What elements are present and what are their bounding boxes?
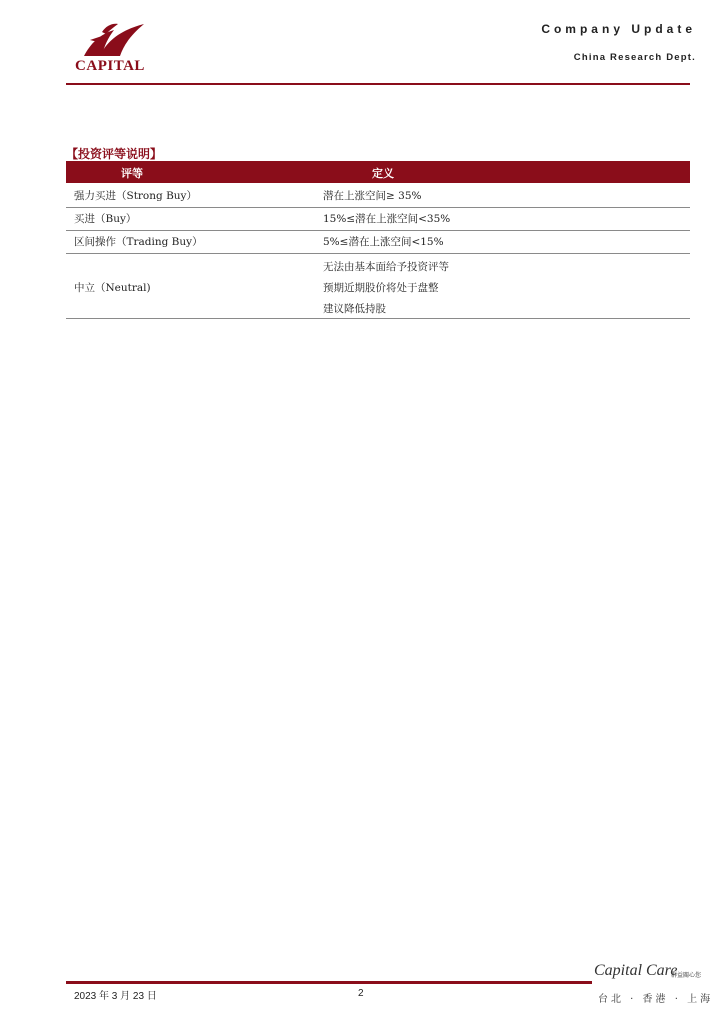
definition-cell: 15%≤潜在上涨空间<35% (323, 213, 451, 225)
definition-cell: 潜在上涨空间≥ 35% (323, 190, 422, 202)
logo-text: CAPITAL (75, 58, 145, 74)
footer-divider (66, 981, 592, 984)
department-subtitle: China Research Dept. (573, 52, 696, 63)
table-header (66, 161, 690, 183)
rating-cell: 中立（Neutral) (74, 282, 151, 294)
definition-line: 预期近期股价将处于盘整 (323, 282, 439, 294)
table-row (66, 230, 690, 254)
office-cities: 台北 · 香港 · 上海 (598, 994, 714, 1005)
bird-emblem-icon (80, 20, 146, 58)
column-header-rating: 评等 (121, 167, 143, 180)
definition-line: 无法由基本面给予投资评等 (323, 261, 449, 273)
table-row (66, 207, 690, 231)
table-row (66, 253, 690, 319)
definition-line: 建议降低持股 (323, 303, 386, 315)
company-logo (66, 20, 158, 76)
section-title: 【投资评等说明】 (66, 147, 163, 161)
column-header-definition: 定义 (372, 167, 394, 180)
table-row (66, 183, 690, 208)
header-divider (66, 83, 690, 85)
definition-cell: 5%≤潜在上涨空间<15% (323, 236, 444, 248)
rating-cell: 区间操作（Trading Buy） (74, 236, 203, 248)
page-number: 2 (358, 988, 364, 999)
capital-care-tagline: 群益關心您 (671, 972, 702, 979)
rating-cell: 买进（Buy） (74, 213, 137, 225)
rating-cell: 强力买进（Strong Buy） (74, 190, 197, 202)
capital-care-logo: Capital Care (594, 962, 678, 979)
report-type-title: Company Update (541, 22, 696, 36)
report-date: 2023 年 3 月 23 日 (74, 991, 157, 1002)
